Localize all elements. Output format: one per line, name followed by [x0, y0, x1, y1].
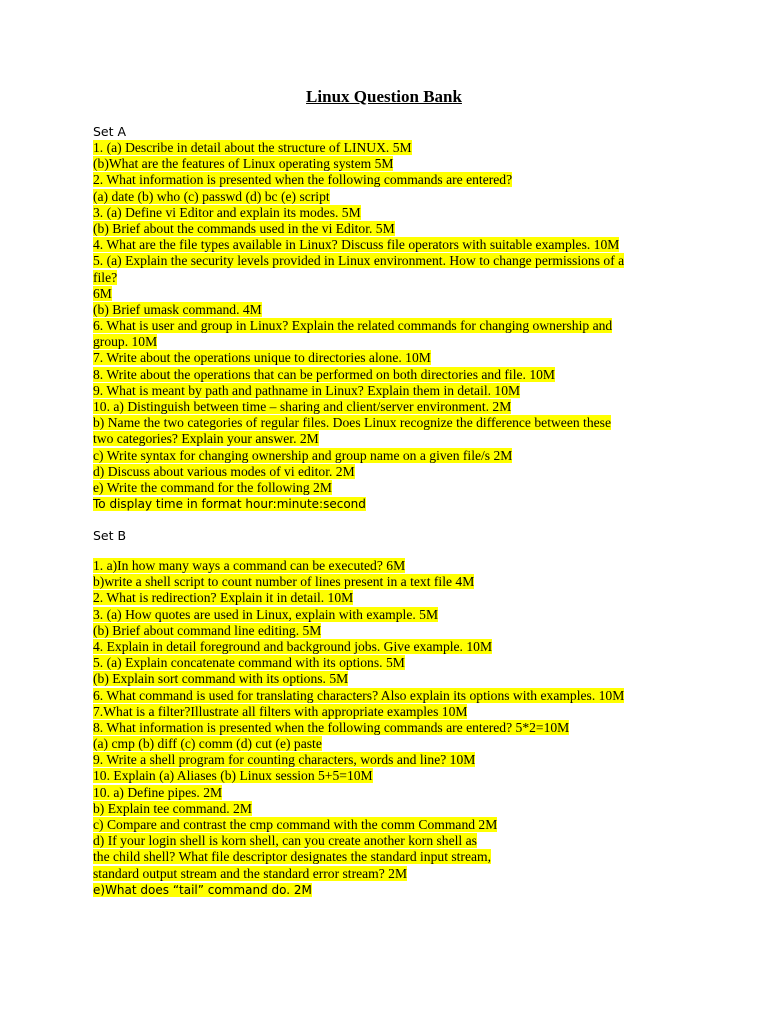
question-line	[93, 655, 693, 671]
question-line	[93, 720, 693, 736]
question-text: 8. What information is presented when the following commands are entered? 5*2=10M	[93, 719, 570, 735]
question-line	[93, 574, 693, 590]
question-line	[93, 849, 693, 865]
question-line	[93, 237, 693, 253]
page-title: Linux Question Bank	[306, 87, 462, 106]
question-text: 1. (a) Describe in detail about the structure of LINUX. 5M	[93, 140, 412, 155]
question-line	[93, 590, 693, 606]
question-text: two categories? Explain your answer. 2M	[93, 431, 319, 447]
question-text: 4. Explain in detail foreground and background jobs. Give example. 10M	[93, 638, 493, 654]
question-line	[93, 480, 693, 496]
question-text: 4. What are the file types available in Linux? Discuss file operators with suitable examples. 10M	[93, 237, 620, 253]
question-text: c) Compare and contrast the cmp command with the comm Command 2M	[93, 817, 498, 832]
question-text: 10. Explain (a) Aliases (b) Linux session 5+5=10M	[93, 768, 373, 784]
question-line	[93, 704, 693, 720]
question-line	[93, 172, 693, 188]
question-text: 6. What command is used for translating characters? Also explain its options with examples. 10M	[93, 687, 625, 703]
question-line	[93, 607, 693, 623]
question-text: (b) Brief about the commands used in the vi Editor. 5M	[93, 220, 395, 236]
set-b-label: Set B	[93, 528, 127, 543]
question-line	[93, 205, 693, 221]
question-text: (b) Brief umask command. 4M	[93, 301, 262, 317]
question-text: b) Name the two categories of regular files. Does Linux recognize the difference between these	[93, 415, 611, 431]
question-text: c) Write syntax for changing ownership and group name on a given file/s 2M	[93, 447, 513, 463]
question-text: standard output stream and the standard error stream? 2M	[93, 865, 408, 881]
question-line	[93, 253, 693, 269]
question-line	[93, 736, 693, 752]
question-text: 3. (a) How quotes are used in Linux, explain with example. 5M	[93, 606, 439, 622]
question-text: 8. Write about the operations that can be performed on both directories and file. 10M	[93, 366, 556, 382]
question-text: To display time in format hour:minute:second	[93, 497, 366, 512]
question-line	[93, 785, 693, 801]
question-line	[93, 383, 693, 399]
question-text: (b)What are the features of Linux operating system 5M	[93, 156, 394, 172]
question-line	[93, 302, 693, 318]
question-text: 3. (a) Define vi Editor and explain its modes. 5M	[93, 204, 361, 220]
question-line	[93, 140, 693, 156]
question-text: d) Discuss about various modes of vi editor. 2M	[93, 463, 355, 479]
question-line	[93, 318, 693, 334]
question-line	[93, 367, 693, 383]
question-line	[93, 334, 693, 350]
question-line	[93, 882, 693, 898]
question-line	[93, 189, 693, 205]
question-text: 2. What is redirection? Explain it in detail. 10M	[93, 590, 354, 606]
question-text: (a) cmp (b) diff (c) comm (d) cut (e) paste	[93, 736, 322, 752]
question-line	[93, 833, 693, 849]
question-text: 1. a)In how many ways a command can be executed? 6M	[93, 558, 406, 573]
set-a-label: Set A	[93, 124, 127, 139]
question-text: b)write a shell script to count number of lines present in a text file 4M	[93, 574, 475, 590]
question-text: 5. (a) Explain the security levels provided in Linux environment. How to change permissions of a	[93, 253, 625, 269]
question-line	[93, 415, 693, 431]
question-text: (a) date (b) who (c) passwd (d) bc (e) script	[93, 188, 330, 204]
question-line	[93, 688, 693, 704]
question-text: b) Explain tee command. 2M	[93, 800, 252, 816]
question-text: d) If your login shell is korn shell, can you create another korn shell as	[93, 833, 477, 849]
question-text: group. 10M	[93, 334, 158, 350]
question-text: 5. (a) Explain concatenate command with its options. 5M	[93, 655, 405, 671]
question-text: 10. a) Distinguish between time – sharing and client/server environment. 2M	[93, 399, 512, 414]
question-line	[93, 156, 693, 172]
question-text: 2. What information is presented when the following commands are entered?	[93, 172, 513, 188]
question-line	[93, 623, 693, 639]
set-a-questions	[93, 140, 693, 512]
question-text: (b) Explain sort command with its options. 5M	[93, 671, 349, 687]
question-text: file?	[93, 269, 118, 285]
question-line	[93, 768, 693, 784]
question-text: 9. Write a shell program for counting characters, words and line? 10M	[93, 752, 476, 768]
question-text: 7.What is a filter?Illustrate all filters with appropriate examples 10M	[93, 703, 468, 719]
question-line	[93, 817, 693, 833]
question-text: 10. a) Define pipes. 2M	[93, 784, 223, 800]
question-text: 6. What is user and group in Linux? Explain the related commands for changing ownership and	[93, 318, 613, 334]
set-b-questions	[93, 558, 693, 898]
question-line	[93, 399, 693, 415]
question-line	[93, 350, 693, 366]
question-text: 6M	[93, 285, 112, 301]
question-line	[93, 496, 693, 512]
question-line	[93, 639, 693, 655]
question-text: (b) Brief about command line editing. 5M	[93, 622, 322, 638]
question-text: e)What does “tail” command do. 2M	[93, 882, 312, 897]
question-text: the child shell? What file descriptor designates the standard input stream,	[93, 849, 492, 865]
question-line	[93, 221, 693, 237]
question-text: 9. What is meant by path and pathname in Linux? Explain them in detail. 10M	[93, 382, 521, 398]
question-line	[93, 558, 693, 574]
question-line	[93, 464, 693, 480]
question-line	[93, 866, 693, 882]
question-line	[93, 752, 693, 768]
question-line	[93, 671, 693, 687]
question-line	[93, 270, 693, 286]
question-line	[93, 431, 693, 447]
question-text: e) Write the command for the following 2M	[93, 479, 332, 495]
question-line	[93, 286, 693, 302]
question-line	[93, 801, 693, 817]
question-text: 7. Write about the operations unique to directories alone. 10M	[93, 350, 431, 366]
question-line	[93, 448, 693, 464]
